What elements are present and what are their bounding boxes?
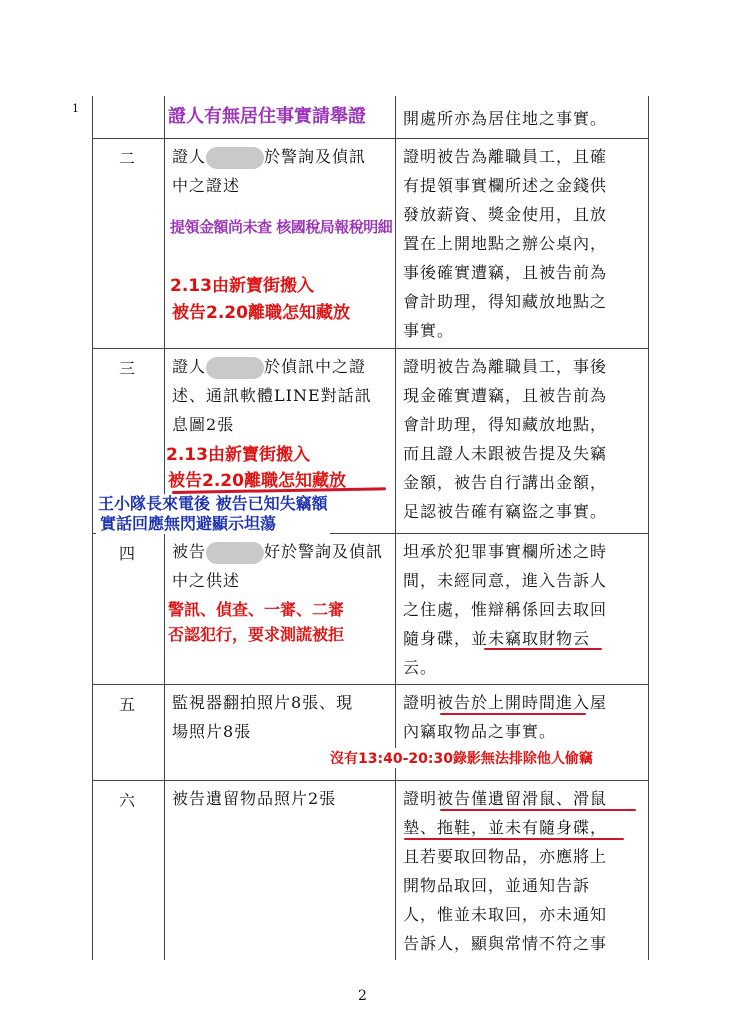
line-number: 1 [72,102,79,115]
row-3-purpose: 坦承於犯罪事實欄所述之時 間，未經同意，進入告訴人 之住處，惟辯稱係回去取回 隨身碟，並未竊取財物云 云。 [403,542,608,677]
redacted-name [206,147,264,169]
row-4-evidence: 監視器翻拍照片8張、現 場照片8張 [172,693,354,741]
annotation-tax-check: 提領金額尚未查 核國稅局報稅明細 [170,218,393,236]
annotation-phone-call: 王小隊長來電後 被告已知失竊額 實話回應無閃避顯示坦蕩 [98,494,328,533]
row-3-number: 四 [118,544,135,563]
row-4-number: 五 [118,695,135,714]
underline-mark [440,713,586,715]
redacted-name [206,357,264,379]
row-5-purpose: 證明被告僅遺留滑鼠、滑鼠 墊、拖鞋，並未有隨身碟， 且若要取回物品，亦應將上 開物品取回，並通知告訴 人，惟並未取回，亦未通知 告訴人，顯與常情不符之事 [403,789,608,953]
row-3-evidence: 被告 好於警詢及偵訊 中之供述 [172,542,384,590]
row-5-number: 六 [118,791,135,810]
row-2-evidence: 證人 於偵訊中之證 述、通訊軟體LINE對話訊 息圖2張 [172,357,372,434]
row-5-evidence: 被告遺留物品照片2張 [172,789,337,808]
annotation-denied-polygraph: 警訊、偵查、一審、二審 否認犯行，要求測謊被拒 [168,600,345,644]
row-2-purpose: 證明被告為離職員工，事後 現金確實遭竊，且被告前為 會計助理，得知藏放地點， 而且證人未跟被告提及失竊 金額，被告自行講出金額， 足認被告確有竊盜之事實。 [403,357,608,521]
row-1-evidence: 證人 於警詢及偵訊 中之證述 [172,147,367,195]
underline-mark [484,648,602,650]
row-1-purpose: 證明被告為離職員工，且確 有提領事實欄所述之金錢供 發放薪資、獎金使用，且放 置在上開地點之辦公桌內， 事後確實遭竊，且被告前為 會計助理，得知藏放地點之 事實。 [403,147,608,340]
annotation-move-in-2: 2.13由新寶街搬入 被告2.20離職怎知藏放 [166,445,346,491]
row-1-number: 二 [118,149,135,168]
underline-mark [404,838,624,840]
redacted-name [206,542,264,564]
annotation-no-footage: 沒有13:40-20:30錄影無法排除他人偷竊 [328,748,595,768]
row-2-number: 三 [118,359,135,378]
row-4-purpose: 證明被告於上開時間進入屋 內竊取物品之事實。 [403,693,608,741]
row-0-purpose: 開處所亦為居住地之事實。 [403,109,608,128]
underline-mark [440,809,636,811]
annotation-move-in-1: 2.13由新寶街搬入 被告2.20離職怎知藏放 [170,276,350,323]
page-number: 2 [358,988,367,1004]
annotation-resident-proof: 證人有無居住事實請舉證 [166,102,368,128]
